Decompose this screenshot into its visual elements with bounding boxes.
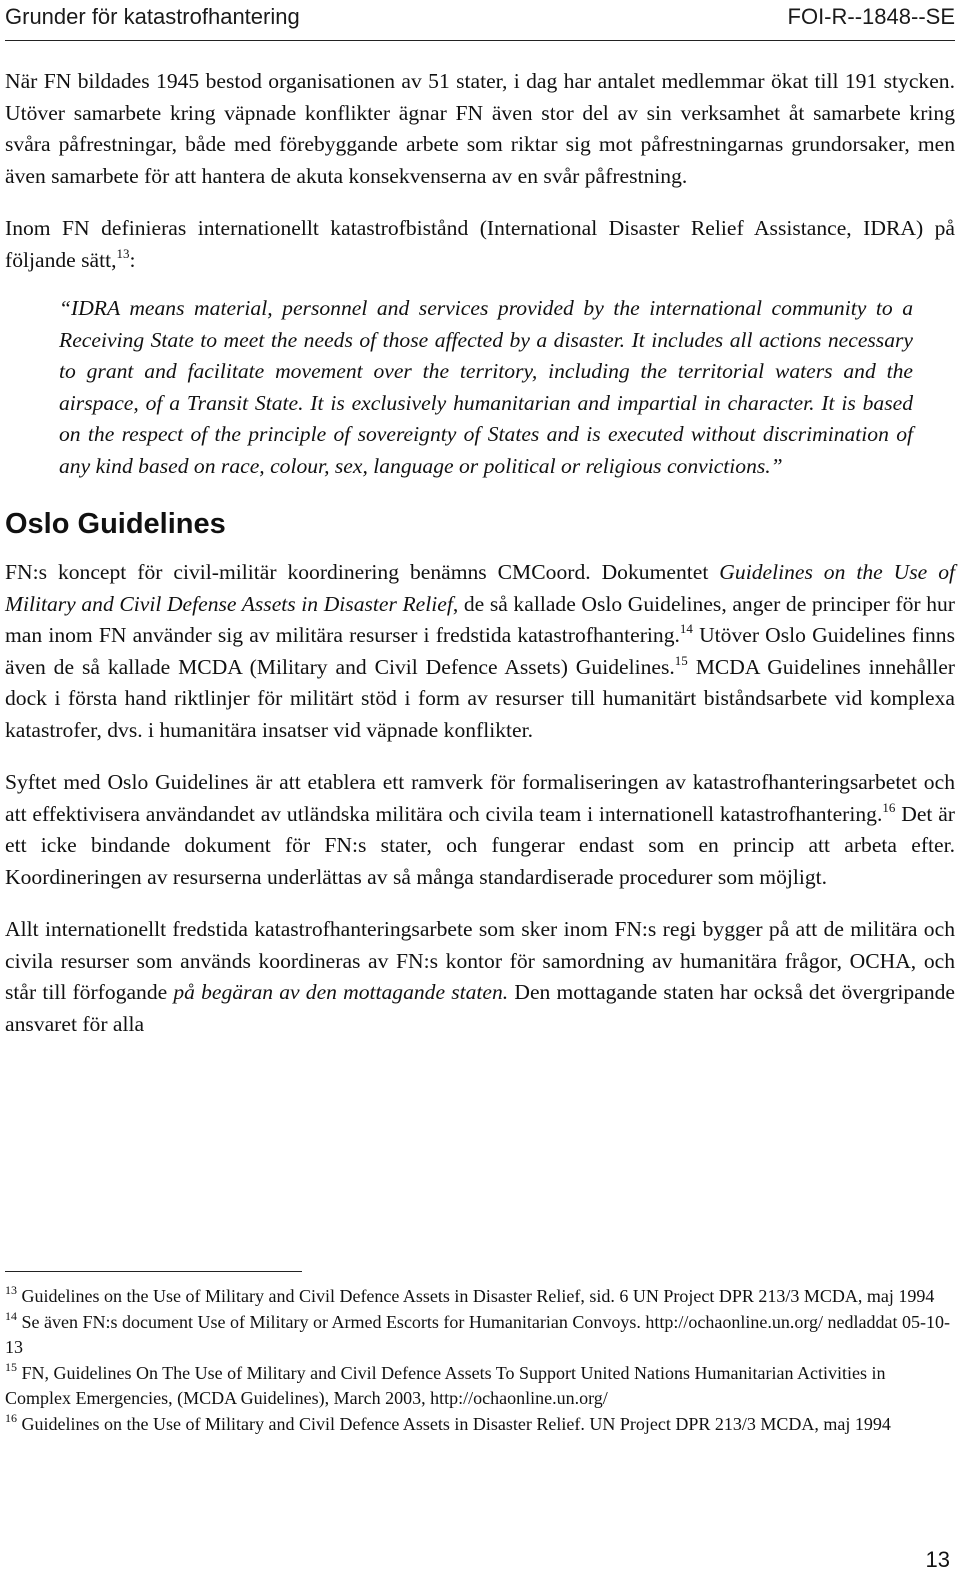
page-number: 13 bbox=[925, 1547, 950, 1572]
footnote-divider bbox=[5, 1271, 302, 1272]
ocha-text-a: Allt internationellt fredstida katastrofhanteringsarbete som sker inom FN:s regi bygger på att de militära och civila resurser som används koordineras av FN:s kontor för samordning av humanitära frågor, OCHA, och står till förfogande bbox=[5, 917, 955, 1004]
footnote-ref-14[interactable]: 14 bbox=[679, 621, 693, 636]
paragraph-purpose bbox=[5, 767, 955, 893]
cmcoord-text-a: FN:s koncept för civil-militär koordinering benämns CMCoord. Dokumentet bbox=[5, 560, 709, 584]
footnote-number: 15 bbox=[5, 1359, 17, 1374]
footnote-number: 13 bbox=[5, 1283, 17, 1297]
cmcoord-text-d: MCDA Guidelines innehåller dock i första hand riktlinjer för militärt stöd i form av resurser till humanitärt biståndsarbete vid komplexa katastrofer, dvs. i humanitära insatser vid väpnade konflikter. bbox=[5, 654, 955, 742]
ocha-italic-text: på begäran av den mottagande staten. bbox=[173, 980, 509, 1004]
footnote-15 bbox=[5, 1361, 955, 1412]
footnotes bbox=[5, 1284, 955, 1437]
header-divider bbox=[5, 40, 955, 41]
body-text bbox=[5, 66, 955, 1040]
footnote-number: 16 bbox=[5, 1410, 17, 1425]
idra-quote: “IDRA means material, personnel and services provided by the international community to a Receiving State to meet the needs of those affected by a disaster. It includes all actions necessary to grant and facilitate movement over the territory, including the territorial waters and the airspace, of a Transit State. It is exclusively humanitarian and impartial in character. It is based on the respect of the principle of sovereignty of States and is executed without discrimination of any kind based on race, colour, sex, language or political or religious convictions.” bbox=[59, 296, 913, 478]
idra-intro-colon: : bbox=[129, 247, 136, 272]
running-header bbox=[5, 4, 955, 34]
footnote-13 bbox=[5, 1284, 955, 1310]
footnote-16 bbox=[5, 1412, 955, 1438]
purpose-text-a: Syftet med Oslo Guidelines är att etablera ett ramverk för formaliseringen av katastrofhanteringsarbetet och att effektivisera användandet av utländska militära och civila team i internationell katastrofhantering. bbox=[5, 770, 955, 826]
footnote-14 bbox=[5, 1310, 955, 1361]
footnote-ref-15[interactable]: 15 bbox=[674, 652, 688, 668]
cmcoord-text-c: Utöver Oslo Guidelines finns även de så kallade MCDA (Military and Civil Defence Assets) Guidelines. bbox=[5, 623, 956, 679]
header-report-number: FOI-R--1848--SE bbox=[787, 4, 955, 29]
footnote-text: FN, Guidelines On The Use of Military and Civil Defence Assets To Support United Nations Humanitarian Activities in Complex Emergencies, (MCDA Guidelines), March 2003, http://ochaonline.un.org/ bbox=[5, 1362, 886, 1408]
header-title: Grunder för katastrofhantering bbox=[5, 4, 300, 29]
paragraph-un-founding: När FN bildades 1945 bestod organisationen av 51 stater, i dag har antalet medlemmar ökat till 191 stycken. Utöver samarbete kring väpnade konflikter ägnar FN även stor del av sin verksamhet åt samarbete kring svåra påfrestningar, både med förebyggande arbete som riktar sig mot påfrestningarnas grundorsaker, men även samarbete för att hantera de akuta konsekvenserna av en svår påfrestning. bbox=[5, 69, 955, 188]
footnote-number: 14 bbox=[5, 1308, 17, 1323]
footnote-text: Guidelines on the Use of Military and Civil Defence Assets in Disaster Relief. UN Project DPR 213/3 MCDA, maj 1994 bbox=[21, 1413, 891, 1434]
section-heading: Oslo Guidelines bbox=[5, 508, 226, 540]
paragraph-ocha bbox=[5, 914, 955, 1040]
footnote-text: Guidelines on the Use of Military and Civil Defence Assets in Disaster Relief, sid. 6 UN Project DPR 213/3 MCDA, maj 1994 bbox=[21, 1286, 935, 1306]
paragraph-idra-definition bbox=[5, 213, 955, 276]
footnote-ref-13[interactable]: 13 bbox=[116, 245, 130, 261]
ocha-text-b: Den mottagande staten har också det övergripande ansvaret för alla bbox=[5, 980, 955, 1036]
cmcoord-text-b: , de så kallade Oslo Guidelines, anger de principer för hur man inom FN använder sig av militära resurser i fredstida katastrofhantering. bbox=[5, 591, 955, 647]
guidelines-title: Guidelines on the Use of Military and Civil Defense Assets in Disaster Relief bbox=[5, 560, 955, 616]
footnote-ref-16[interactable]: 16 bbox=[882, 799, 896, 815]
paragraph-cmcoord bbox=[5, 557, 955, 746]
purpose-text-b: Det är ett icke bindande dokument för FN:s stater, och fungerar endast som en princip att arbeta efter. Koordineringen av resurserna underlättas av så många standardiserade procedurer som möjligt. bbox=[5, 801, 956, 889]
footnote-text: Se även FN:s document Use of Military or Armed Escorts for Humanitarian Convoys. http://ochaonline.un.org/ nedladdat 05-10-13 bbox=[5, 1311, 950, 1357]
idra-intro-text: Inom FN definieras internationellt katastrofbistånd (International Disaster Relief Assistance, IDRA) på följande sätt, bbox=[5, 216, 955, 272]
